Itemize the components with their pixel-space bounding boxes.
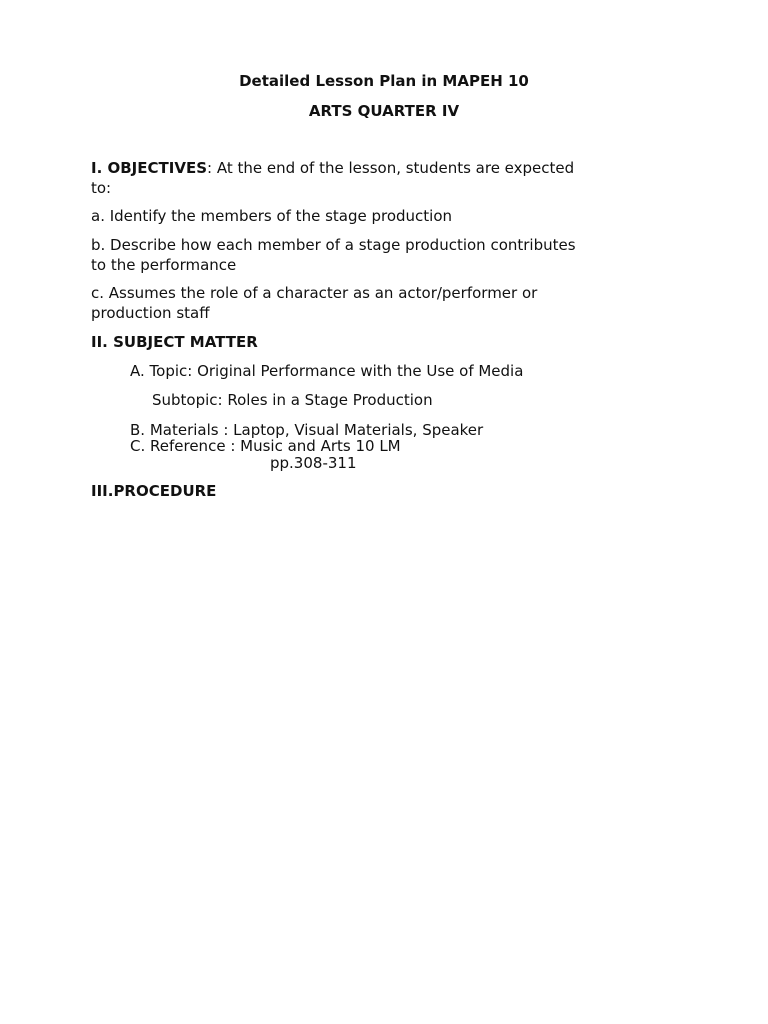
subject-topic: A. Topic: Original Performance with the Use of Media (130, 362, 524, 380)
objective-item-c-continued: production staff (91, 304, 210, 322)
subject-matter-heading: II. SUBJECT MATTER (91, 333, 258, 351)
subject-materials: B. Materials : Laptop, Visual Materials, Speaker (130, 421, 484, 439)
subject-reference-pages: pp.308-311 (270, 454, 357, 472)
subject-reference: C. Reference : Music and Arts 10 LM (130, 437, 401, 455)
objectives-intro-text: : At the end of the lesson, students are expected (207, 159, 575, 177)
procedure-heading: III.PROCEDURE (91, 482, 217, 500)
objective-item-b: b. Describe how each member of a stage production contributes (91, 236, 576, 254)
objective-item-b-continued: to the performance (91, 256, 237, 274)
document-subtitle: ARTS QUARTER IV (308, 102, 460, 120)
objectives-intro (91, 158, 574, 178)
objectives-heading: I. OBJECTIVES (91, 159, 207, 177)
subject-subtopic: Subtopic: Roles in a Stage Production (152, 391, 433, 409)
objective-item-c: c. Assumes the role of a character as an actor/performer or (91, 284, 538, 302)
objective-item-a: a. Identify the members of the stage production (91, 207, 453, 225)
objectives-intro-continued: to: (91, 179, 112, 197)
document-title: Detailed Lesson Plan in MAPEH 10 (239, 72, 529, 90)
